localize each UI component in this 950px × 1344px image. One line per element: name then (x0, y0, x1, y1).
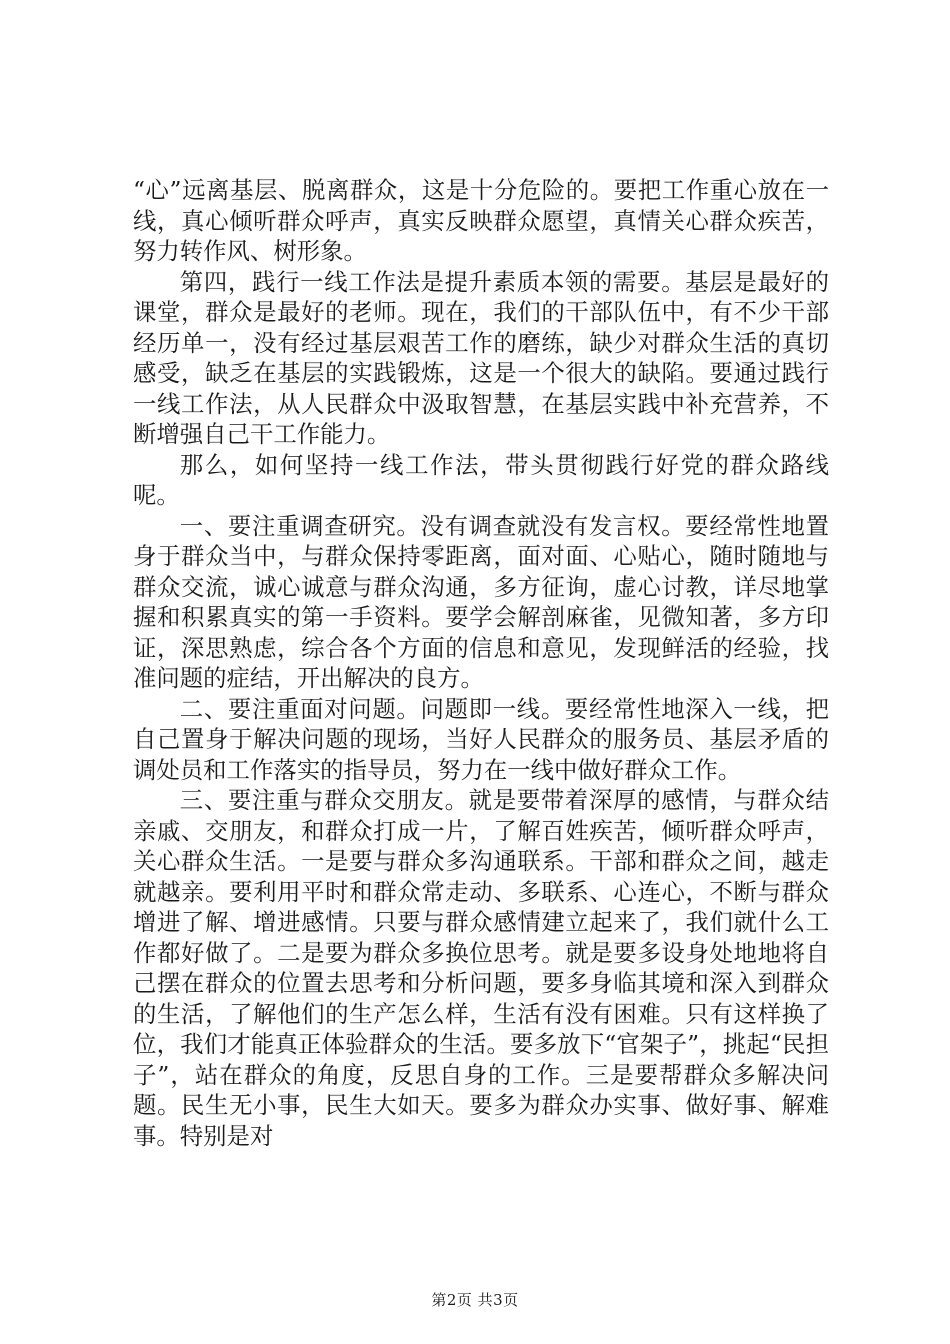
paragraph-continuation: “心”远离基层、脱离群众，这是十分危险的。要把工作重心放在一线，真心倾听群众呼声，真实反映群众愿望，真情关心群众疾苦，努力转作风、树形象。 (133, 176, 829, 265)
document-body (133, 175, 829, 1151)
paragraph-investigation: 一、要注重调查研究。没有调查就没有发言权。要经常性地置身于群众当中，与群众保持零距离，面对面、心贴心，随时随地与群众交流，诚心诚意与群众沟通，多方征询，虚心讨教，详尽地掌握和积累真实的第一手资料。要学会解剖麻雀，见微知著，多方印证，深思熟虑，综合各个方面的信息和意见，发现鲜活的经验，找准问题的症结，开出解决的良方。 (133, 511, 829, 692)
page-footer: 第2页 共3页 (431, 1291, 519, 1309)
paragraph-make-friends: 三、要注重与群众交朋友。就是要带着深厚的感情，与群众结亲戚、交朋友，和群众打成一片，了解百姓疾苦，倾听群众呼声，关心群众生活。一是要与群众多沟通联系。干部和群众之间，越走就越亲。要利用平时和群众常走动、多联系、心连心，不断与群众增进了解、增进感情。只要与群众感情建立起来了，我们就什么工作都好做了。二是要为群众多换位思考。就是要多设身处地地将自己摆在群众的位置去思考和分析问题，要多身临其境和深入到群众的生活，了解他们的生产怎么样，生活有没有困难。只有这样换了位，我们才能真正体验群众的生活。要多放下“官架子”，挑起“民担子”，站在群众的角度，反思自身的工作。三是要帮群众多解决问题。民生无小事，民生大如天。要多为群众办实事、做好事、解难事。特别是对 (133, 786, 829, 1150)
paragraph-fourth-point: 第四，践行一线工作法是提升素质本领的需要。基层是最好的课堂，群众是最好的老师。现在，我们的干部队伍中，有不少干部经历单一，没有经过基层艰苦工作的磨练，缺少对群众生活的真切感受，缺乏在基层的实践锻炼，这是一个很大的缺陷。要通过践行一线工作法，从人民群众中汲取智慧，在基层实践中补充营养，不断增强自己干工作能力。 (133, 267, 829, 448)
paragraph-face-problems: 二、要注重面对问题。问题即一线。要经常性地深入一线，把自己置身于解决问题的现场，当好人民群众的服务员、基层矛盾的调处员和工作落实的指导员，努力在一线中做好群众工作。 (133, 694, 829, 784)
paragraph-question: 那么，如何坚持一线工作法，带头贯彻践行好党的群众路线呢。 (133, 450, 829, 509)
